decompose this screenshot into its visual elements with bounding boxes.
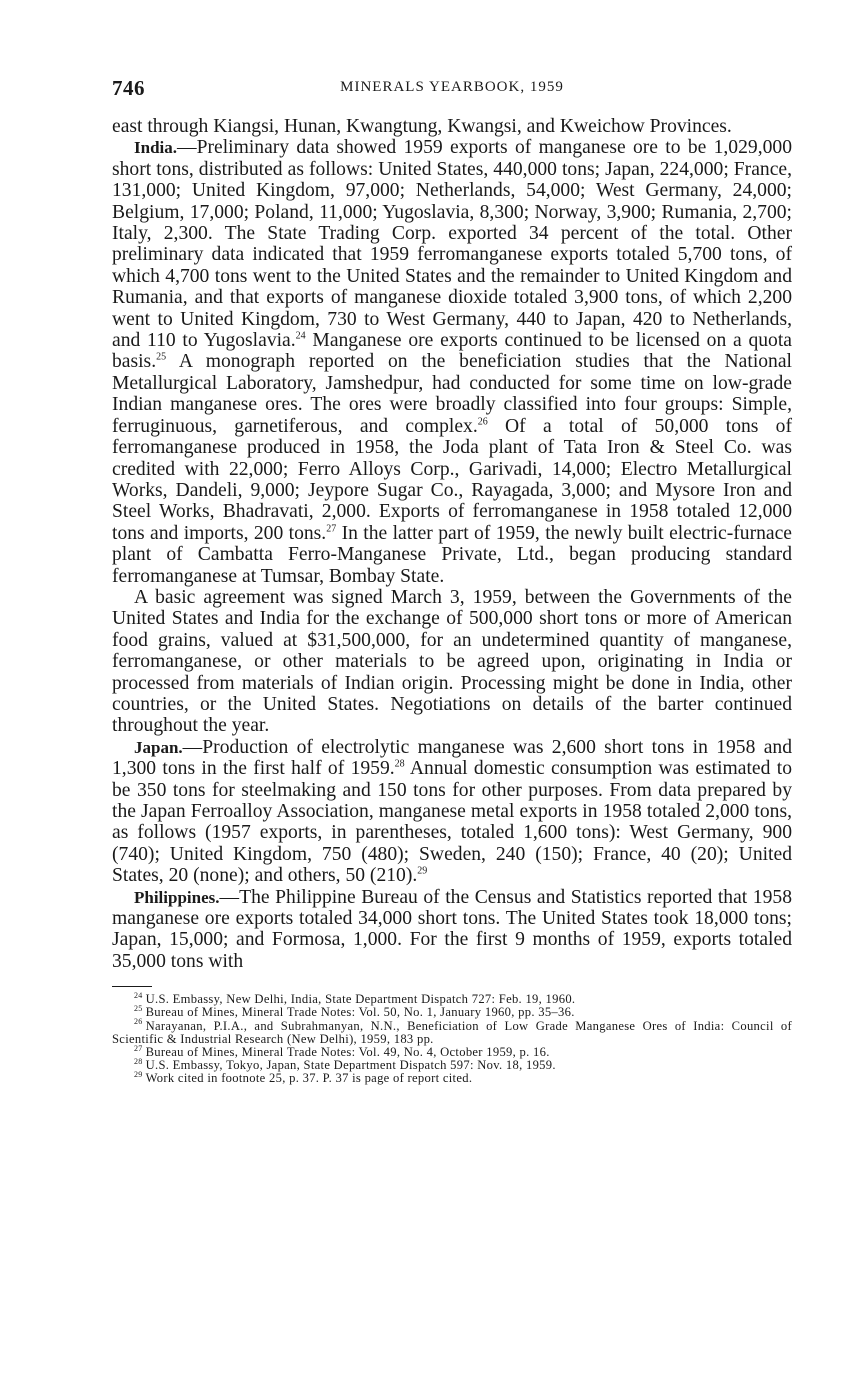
footnote-text: Narayanan, P.I.A., and Subrahmanyan, N.N., Beneficiation of Low Grade Manganese Ores of India: Council of Scientific & Industrial Research (New Delhi), 1959, 183 pp.: [112, 1018, 792, 1046]
paragraph-japan: [112, 737, 792, 887]
paragraph-continuation: [112, 116, 792, 137]
footnote-text: U.S. Embassy, Tokyo, Japan, State Department Dispatch 597: Nov. 18, 1959.: [145, 1058, 556, 1073]
paragraph-text: Manganese ore exports continued to be licensed on a quota basis.: [112, 330, 792, 373]
footnote-mark: 29: [134, 1070, 143, 1080]
section-lead-india: India.: [134, 138, 177, 158]
footnote-mark: 25: [134, 1004, 143, 1014]
paragraph-philippines: [112, 887, 792, 973]
running-head: [112, 70, 792, 100]
footnotes: [112, 993, 792, 1085]
body-text: [112, 116, 792, 972]
footnote-text: Bureau of Mines, Mineral Trade Notes: Vol. 49, No. 4, October 1959, p. 16.: [145, 1045, 550, 1060]
footnote-mark: 26: [134, 1017, 143, 1027]
section-lead-philippines: Philippines.: [134, 887, 220, 907]
paragraph-text: A basic agreement was signed March 3, 1959, between the Governments of the United States and India for the exchange of 500,000 short tons or more of American food grains, valued at $31,500,000, for an undetermined quantity of manganese, ferromanganese, or other materials to be agreed upon, originating in India or processed from materials of Indian origin. Processing might be done in India, other countries, or the United States. Negotiations on details of the barter continued throughout the year.: [112, 586, 792, 737]
running-title: MINERALS YEARBOOK, 1959: [340, 79, 564, 95]
footnote-text: U.S. Embassy, New Delhi, India, State Department Dispatch 727: Feb. 19, 1960.: [145, 992, 576, 1007]
footnote-mark: 27: [134, 1043, 143, 1053]
footnote: [112, 1072, 792, 1085]
footnote-mark: 28: [134, 1057, 143, 1067]
page: [112, 70, 792, 1086]
footnote-reference: 26: [477, 416, 488, 428]
paragraph-text: —The Philippine Bureau of the Census and Statistics reported that 1958 manganese ore exports totaled 34,000 short tons. The United States took 18,000 tons; Japan, 15,000; and Formosa, 1,000. For the first 9 months of 1959, exports totaled 35,000 tons with: [112, 886, 792, 972]
paragraph-india: [112, 137, 792, 587]
footnote-reference: 28: [394, 758, 405, 770]
paragraph-barter-agreement: [112, 587, 792, 737]
paragraph-text: Of a total of 50,000 tons of ferromanganese produced in 1958, the Joda plant of Tata Iron & Steel Co. was credited with 22,000; Ferro Alloys Corp., Garivadi, 14,000; Electro Metallurgical Works, Dandeli, 9,000; Jeypore Sugar Co., Rayagada, 3,000; and Mysore Iron and Steel Works, Bhadravati, 2,000. Exports of ferromanganese in 1958 totaled 12,000 tons and imports, 200 tons.: [112, 415, 792, 544]
footnote-reference: 25: [156, 351, 167, 363]
paragraph-text: In the latter part of 1959, the newly built electric-furnace plant of Cambatta Ferro-Manganese Private, Ltd., began producing standard ferromanganese at Tumsar, Bombay State.: [112, 522, 792, 587]
paragraph-text: Annual domestic consumption was estimated to be 350 tons for steelmaking and 150 tons for other purposes. From data prepared by the Japan Ferroalloy Association, manganese metal exports in 1958 totaled 2,000 tons, as follows (1957 exports, in parentheses, totaled 1,600 tons): West Germany, 900 (740); United Kingdom, 750 (480); Sweden, 240 (150); France, 40 (20); United States, 20 (none); and others, 50 (210).: [112, 758, 792, 887]
paragraph-text: east through Kiangsi, Hunan, Kwangtung, Kwangsi, and Kweichow Provinces.: [112, 116, 732, 137]
section-lead-japan: Japan.: [134, 737, 183, 757]
footnote-reference: 27: [326, 523, 337, 535]
footnote-text: Bureau of Mines, Mineral Trade Notes: Vol. 50, No. 1, January 1960, pp. 35–36.: [145, 1005, 575, 1020]
footnote-mark: 24: [134, 991, 143, 1001]
footnote-reference: 29: [417, 865, 428, 877]
footnote: [112, 1017, 792, 1046]
footnote-divider: [112, 986, 152, 987]
footnote-text: Work cited in footnote 25, p. 37. P. 37 is page of report cited.: [145, 1071, 473, 1086]
page-number: 746: [112, 76, 145, 100]
paragraph-text: —Production of electrolytic manganese was 2,600 short tons in 1958 and 1,300 tons in the first half of 1959.: [112, 736, 792, 780]
paragraph-text: —Preliminary data showed 1959 exports of manganese ore to be 1,029,000 short tons, distributed as follows: United States, 440,000 tons; Japan, 224,000; France, 131,000; United Kingdom, 97,000; Netherlands, 54,000; West Germany, 24,000; Belgium, 17,000; Poland, 11,000; Yugoslavia, 8,300; Norway, 3,900; Rumania, 2,700; Italy, 2,300. The State Trading Corp. exported 34 percent of the total. Other preliminary data indicated that 1959 ferromanganese exports totaled 5,700 tons, of which 4,700 tons went to the United States and the remainder to United Kingdom and Rumania, and that exports of manganese dioxide totaled 3,900 tons, of which 2,200 went to United Kingdom, 730 to West Germany, 440 to Japan, 420 to Netherlands, and 110 to Yugoslavia.: [112, 137, 792, 352]
paragraph-text: A monograph reported on the beneficiation studies that the National Metallurgical Laboratory, Jamshedpur, had conducted for some time on low-grade Indian manganese ores. The ores were broadly classified into four groups: Simple, ferruginuous, garnetiferous, and complex.: [112, 351, 792, 437]
footnote-reference: 24: [295, 330, 306, 342]
